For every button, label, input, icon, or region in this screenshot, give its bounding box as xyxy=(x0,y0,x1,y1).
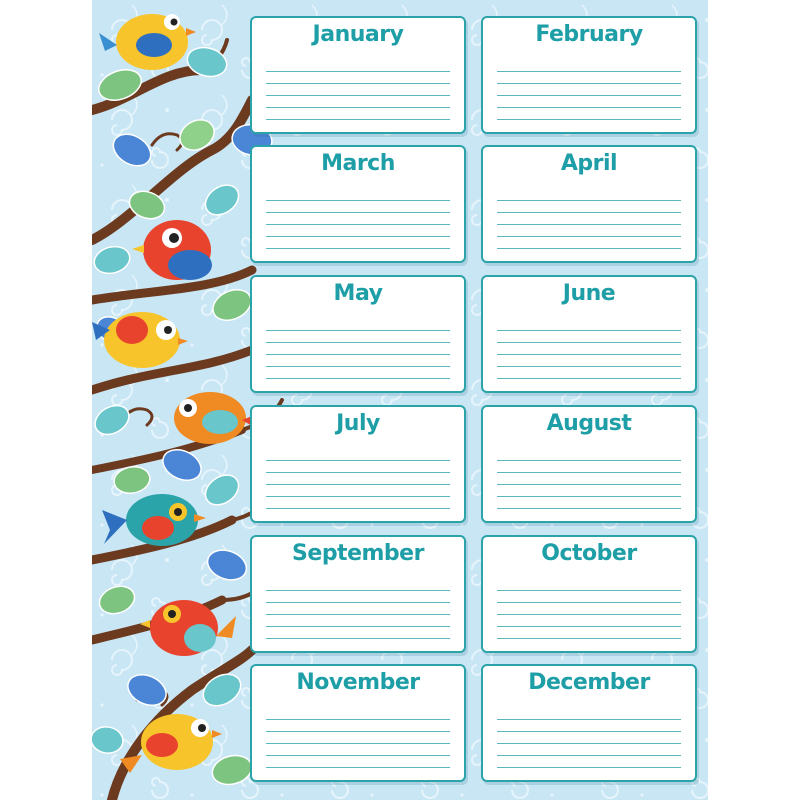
month-title: January xyxy=(312,22,404,47)
birthday-chart xyxy=(92,0,708,800)
write-lines[interactable] xyxy=(497,708,681,774)
month-card-october xyxy=(481,535,697,653)
write-lines[interactable] xyxy=(266,189,450,255)
month-title: May xyxy=(333,281,383,306)
write-lines[interactable] xyxy=(497,189,681,255)
month-title: June xyxy=(562,281,616,306)
write-lines[interactable] xyxy=(266,449,450,515)
month-title: November xyxy=(296,670,420,695)
month-card-september xyxy=(250,535,466,653)
month-title: April xyxy=(560,151,618,176)
month-card-november xyxy=(250,664,466,782)
month-card-march xyxy=(250,145,466,263)
write-lines[interactable] xyxy=(497,579,681,645)
month-title: March xyxy=(321,151,395,176)
month-title: February xyxy=(535,22,643,47)
month-card-june xyxy=(481,275,697,393)
write-lines[interactable] xyxy=(497,60,681,126)
month-title: August xyxy=(546,411,632,436)
month-title: September xyxy=(292,541,424,566)
month-card-july xyxy=(250,405,466,523)
month-card-august xyxy=(481,405,697,523)
month-card-december xyxy=(481,664,697,782)
write-lines[interactable] xyxy=(266,60,450,126)
write-lines[interactable] xyxy=(266,579,450,645)
month-title: July xyxy=(336,411,380,436)
month-card-april xyxy=(481,145,697,263)
write-lines[interactable] xyxy=(266,319,450,385)
month-card-february xyxy=(481,16,697,134)
write-lines[interactable] xyxy=(497,449,681,515)
write-lines[interactable] xyxy=(266,708,450,774)
month-card-january xyxy=(250,16,466,134)
month-title: December xyxy=(528,670,650,695)
write-lines[interactable] xyxy=(497,319,681,385)
month-title: October xyxy=(541,541,637,566)
month-card-may xyxy=(250,275,466,393)
